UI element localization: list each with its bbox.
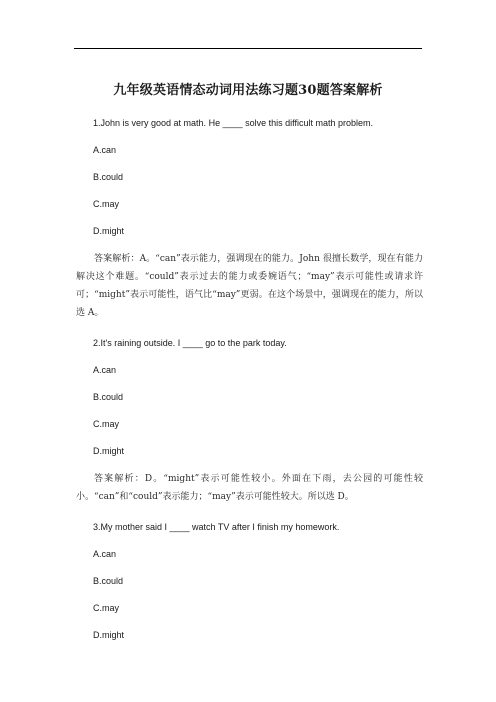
option-c: C.may	[93, 603, 120, 613]
option-b: B.could	[93, 576, 124, 586]
option-b: B.could	[93, 172, 124, 182]
answer-explanation: 答案解析：D。“might”表示可能性较小。外面在下雨，去公园的可能性较小。“can”和“could”表示能力；“may”表示可能性较大。所以选 D。	[76, 474, 423, 502]
option-c: C.may	[93, 419, 120, 429]
option-a: A.can	[93, 365, 117, 375]
document-title: 九年级英语情态动词用法练习题30题答案解析	[113, 83, 383, 98]
answer-explanation: 答案解析：A。“can”表示能力，强调现在的能力。John 很擅长数学，现在有能力解决这个难题。“could”表示过去的能力或委婉语气；“may”表示可能性或请求许可；“might”表示可能性，语气比“may”更弱。在这个场景中，强调现在的能力，所以选 A。	[76, 254, 423, 318]
option-a: A.can	[93, 549, 117, 559]
option-a: A.can	[93, 145, 117, 155]
header-rule	[74, 48, 422, 49]
question-stem: 3.My mother said I ____ watch TV after I finish my homework.	[93, 522, 340, 532]
option-b: B.could	[93, 392, 124, 402]
option-d: D.might	[93, 630, 125, 640]
option-d: D.might	[93, 226, 125, 236]
option-c: C.may	[93, 199, 120, 209]
option-d: D.might	[93, 446, 125, 456]
question-stem: 1.John is very good at math. He ____ solve this difficult math problem.	[93, 118, 373, 128]
question-list	[76, 117, 423, 641]
question-stem: 2.It's raining outside. I ____ go to the park today.	[93, 338, 287, 348]
